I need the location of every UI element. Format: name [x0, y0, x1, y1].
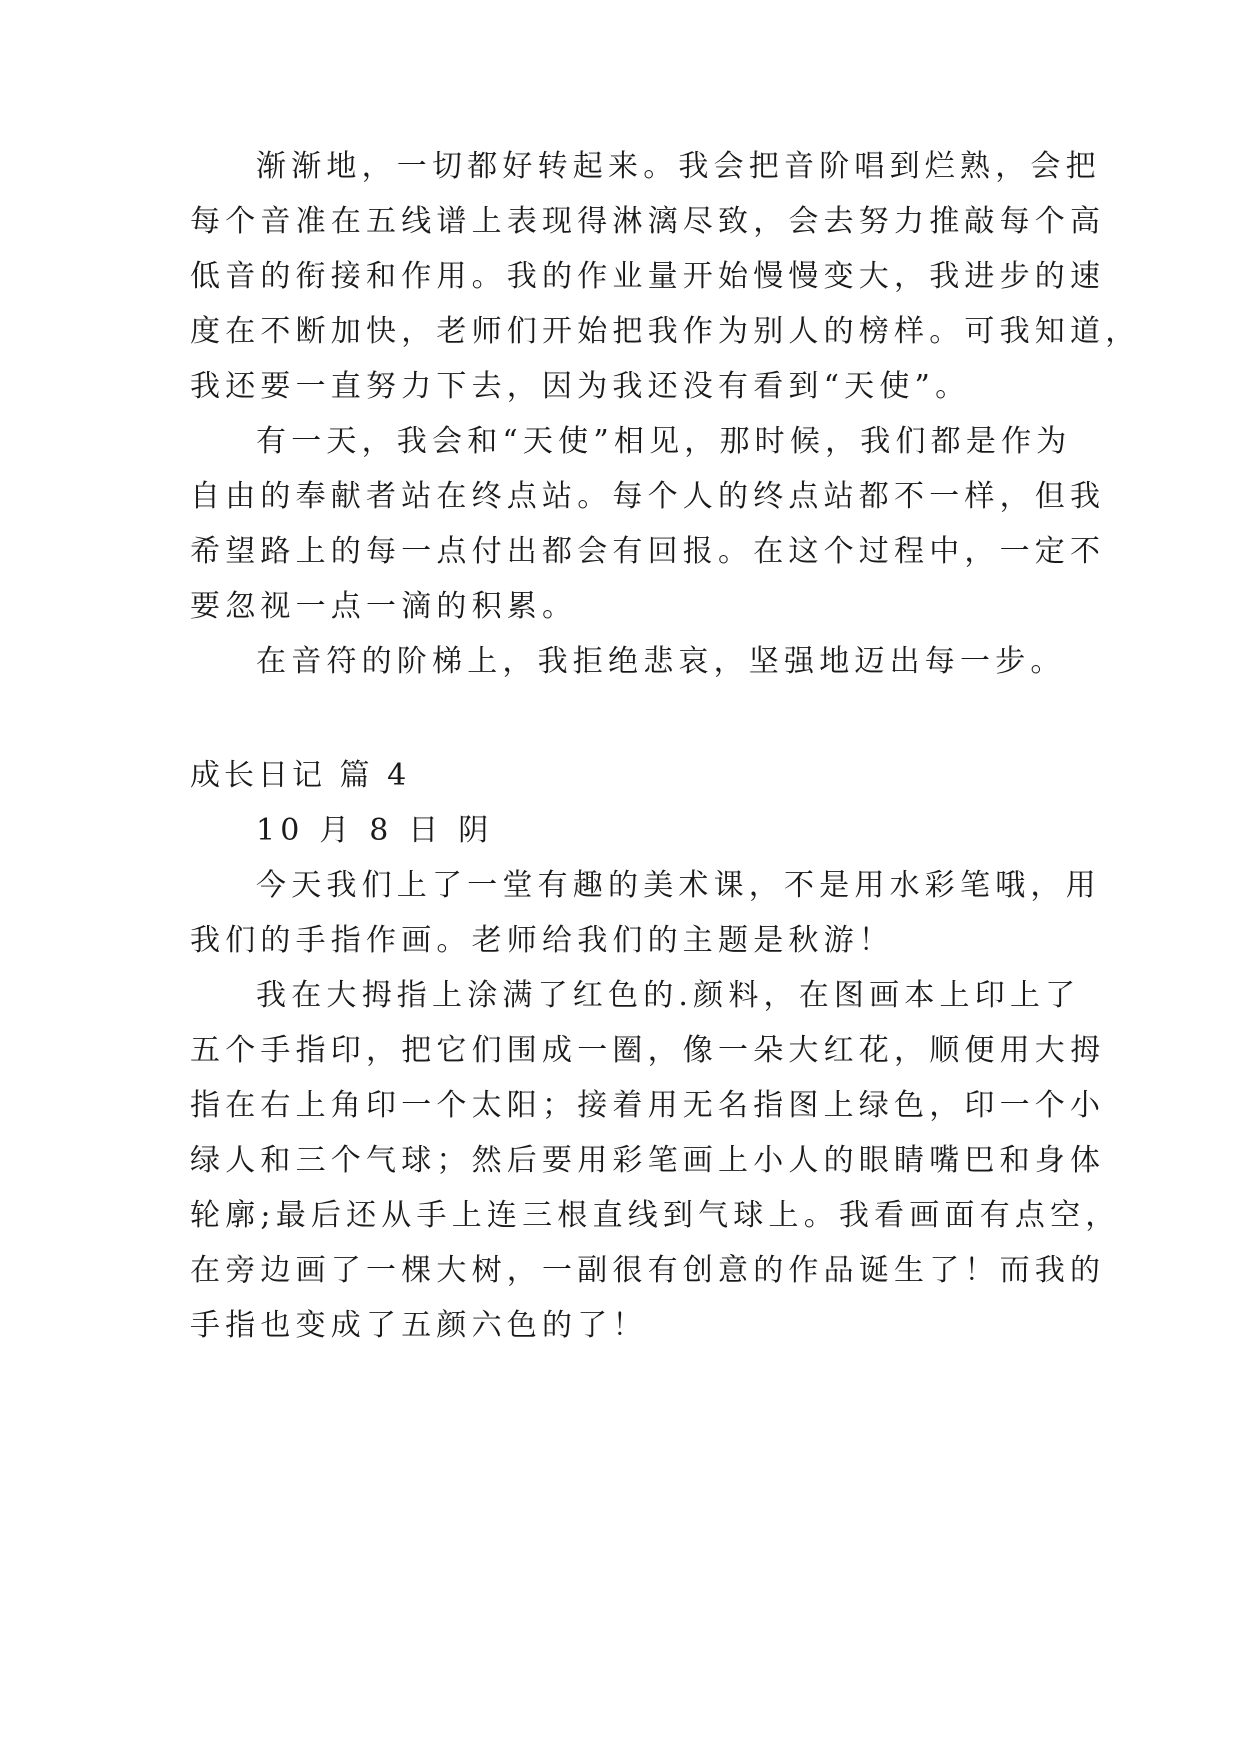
entry-paragraph-1 [190, 858, 1101, 968]
paragraph-line: 低音的衔接和作用。我的作业量开始慢慢变大，我进步的速 [190, 259, 1106, 294]
paragraph-line: 我在大拇指上涂满了红色的.颜料，在图画本上印上了 [256, 978, 1081, 1013]
paragraph-line: 在音符的阶梯上，我拒绝悲哀，坚强地迈出每一步。 [256, 644, 1066, 679]
paragraph-line: 今天我们上了一堂有趣的美术课，不是用水彩笔哦，用 [256, 868, 1101, 903]
paragraph-line: 我们的手指作画。老师给我们的主题是秋游！ [190, 923, 894, 958]
paragraph-line: 在旁边画了一棵大树，一副很有创意的作品诞生了！而我的 [190, 1253, 1106, 1288]
paragraph-3 [190, 634, 1066, 689]
paragraph-line: 希望路上的每一点付出都会有回报。在这个过程中，一定不 [190, 534, 1106, 569]
paragraph-line: 有一天，我会和“天使”相见，那时候，我们都是作为 [256, 424, 1072, 459]
paragraph-line: 手指也变成了五颜六色的了！ [190, 1308, 648, 1343]
entry-date-text: 10 月 8 日 阴 [256, 813, 494, 848]
entry-date [190, 803, 1060, 858]
paragraph-line: 绿人和三个气球；然后要用彩笔画上小人的眼睛嘴巴和身体 [190, 1143, 1106, 1178]
paragraph-2 [190, 414, 1106, 634]
paragraph-line: 轮廓;最后还从手上连三根直线到气球上。我看画面有点空， [190, 1198, 1121, 1233]
paragraph-line: 要忽视一点一滴的积累。 [190, 589, 578, 624]
entry-paragraph-2 [190, 968, 1121, 1353]
paragraph-line: 度在不断加快，老师们开始把我作为别人的榜样。可我知道， [190, 314, 1141, 349]
paragraph-line: 渐渐地，一切都好转起来。我会把音阶唱到烂熟，会把 [256, 149, 1101, 184]
paragraph-1 [190, 139, 1141, 414]
paragraph-line: 我还要一直努力下去，因为我还没有看到“天使”。 [190, 369, 971, 404]
section-heading [190, 748, 1060, 803]
paragraph-line: 指在右上角印一个太阳；接着用无名指图上绿色，印一个小 [190, 1088, 1106, 1123]
section-heading-text: 成长日记 篇 4 [190, 758, 411, 793]
paragraph-line: 每个音准在五线谱上表现得淋漓尽致，会去努力推敲每个高 [190, 204, 1106, 239]
paragraph-line: 五个手指印，把它们围成一圈，像一朵大红花，顺便用大拇 [190, 1033, 1106, 1068]
paragraph-line: 自由的奉献者站在终点站。每个人的终点站都不一样，但我 [190, 479, 1106, 514]
